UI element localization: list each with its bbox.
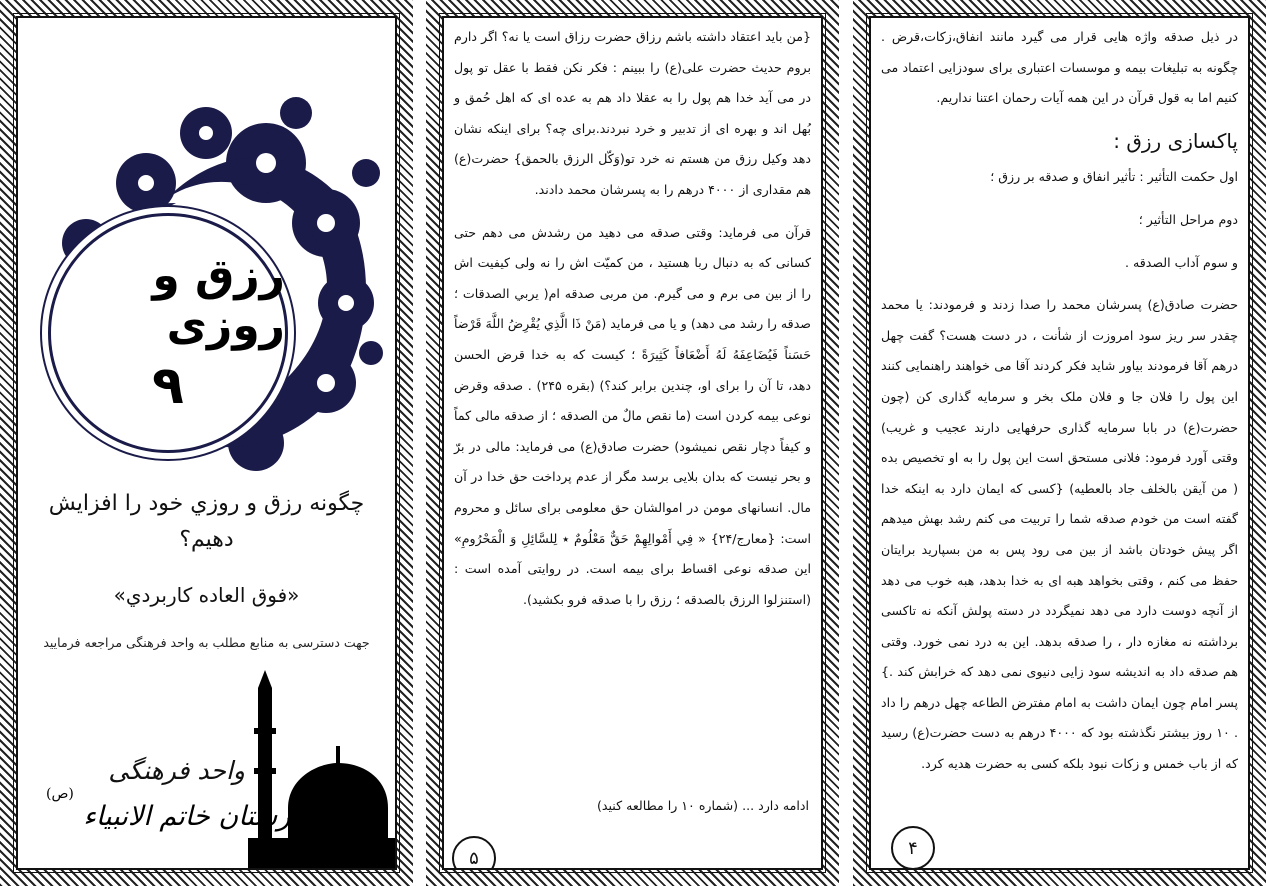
page-4-panel	[853, 0, 1266, 886]
sources-note: جهت دسترسی به منابع مطلب به واحد فرهنگی مراجعه فرمایید	[43, 635, 370, 650]
paragraph: قرآن می فرماید: وقتی صدقه می دهید من رشدش می دهم حتی کسانی که به دنبال ربا هستید ، من کمیّت اش را نه ولی کیفیت اش را از بین می برم و می گیرم. من مربی صدقه ام( يربي الصدقات ؛ صدقه را رشد می دهد) و یا می فرماید (مَنْ ذَا الَّذِي يُقْرِضُ اللَّهَ قَرْضاً حَسَناً فَيُضَاعِفَهُ لَهُ أَضْعَافاً كَثِيرَةً ؛ کیست که به خدا قرض الحسن دهد، تا آن را برای او، چندین برابر کند؟) (بقره ۲۴۵) . صدقه وقرض نوعی بیمه کردن است (ما نقص مالٌ من الصدقه ؛ از صدقه مالی کماً و کیفاً دچار نقص نمیشود) حضرت صادق(ع) می فرماید: مالی در برّ و بحر نیست که بدان بلایی برسد مگر از عدم پرداخت حق خدا در آن مال. انسانهای مومن در اموالشان حق معلومی برای سائل و محروم است: {معارج/۲۴} « فِي أَمْوالِهِمْ حَقٌّ مَعْلُومٌ ٭ لِلسَّائِلِ وَ الْمَحْرُومِ» این صدقه نوعی اقساط برای بیمه است. در روایتی آمده است : (استنزلوا الرزق بالصدقه ؛ رزق را با صدقه فرو بکشید).	[454, 224, 812, 607]
department-label: واحد فرهنگی	[108, 756, 245, 785]
list-item: اول حكمت التأثير : تأثیر انفاق و صدقه بر رزق ؛	[990, 169, 1238, 185]
page-5-text	[454, 22, 811, 627]
gutter-left	[413, 0, 426, 886]
paragraph: {من باید اعتقاد داشته باشم رزاق حضرت رزاق است یا نه؟ اگر دارم بروم حدیث حضرت علی(ع) را ببینم : فکر نکن فقط با عقل تو پول در می آید خدا هم پول را به عقلا داد هم به عده ای که اهل حُمق و بُهل اند و بهره ای از تدبیر و خرد نبردند.برای چه؟ برای اینکه نشان دهد وکیل رزق من هستم نه خرد تو(وَكّل الرزق بالحمق} حضرت(ع) هم مقداری از ۴۰۰۰ درهم را به پسرشان محمد دادند.	[454, 29, 811, 197]
cover-tagline: «فوق العاده كاربردي»	[113, 583, 300, 607]
page-5-panel	[426, 0, 839, 886]
page-number: ۵	[452, 836, 496, 870]
gutter-right	[839, 0, 853, 886]
continue-note: ادامه دارد ... (شماره ۱۰ را مطالعه کنید)	[596, 798, 809, 813]
hospital-label: بیمارستان خاتم الانبیاء	[83, 801, 330, 832]
list-item: و سوم آداب الصدقه .	[1124, 254, 1238, 270]
page-4-content	[869, 16, 1250, 870]
section-heading: پاکسازی رزق :	[1113, 128, 1238, 153]
pbuh-mark: (ص)	[46, 786, 74, 802]
paragraph: در ذیل صدقه واژه هایی قرار می گیرد مانند انفاق،زکات،قرض . چگونه به تبلیغات بیمه و موسسات اعتباری برای سودزایی اعتماد می کنیم اما به قول قرآن در این همه آیات رحمان اعتنا نداریم.	[881, 29, 1238, 106]
title-medallion	[48, 213, 288, 453]
page-4-text	[881, 22, 1238, 792]
page-number: ۴	[891, 826, 935, 870]
cover-panel	[0, 0, 413, 886]
cover-title: رزق و روزی	[152, 249, 285, 352]
page-5-content	[442, 16, 823, 870]
issue-number: ۹	[152, 356, 184, 416]
list-item: دوم مراحل التأثير ؛	[1138, 211, 1238, 227]
paragraph: حضرت صادق(ع) پسرشان محمد را صدا زدند و فرمودند: یا محمد چقدر سر ریز سود امروزت از شأنت ، در دست هست؟ گفت چهل درهم آقا فرمودند بیاور شاید فکر کردند آقا می خواهند راهنمایی کنند این پول را فلان جا و فلان ملک بخر و سرمایه گذاری کن (چون حضرت(ع) در بابا سرمایه گذاری حرفهایی دارند عجیب و غریب) وقتی آورد فرمود: فلانی مستحق است این پول را به او تخصیص بده ( من آيقن بالخلف جاد بالعطيه) {کسی که ایمان دارد به اینکه خدا گفته است من خودم صدقه شما را تربیت می کنم رشد بهش میدهم اگر پیش خودتان باشد از بین می رود پس به من بسپارید برایتان حفظ می کنم ، وقتی بخواهد هبه ای به خدا بدهد، هبه خوب می دهد از آنچه دوست دارد می دهد نمیگردد در دسته پولش آنکه نه تاکسی برداشته نه مغازه دار ، را صدقه بدهد. این به درد نمی خورد. وقتی هم صدقه داد به اندیشه سود زایی دنیوی نمی دهد که خرابش کند .} پسر امام چون ایمان داشت به امام مفترض الطاعه چهل درهم را داد . ۱۰ روز بیشتر نگذشته بود که ۴۰۰۰ درهم به دست حضرت(ع) رسید که از باب خمس و زکات نبود بلکه کسی به حضرت هدیه کرد.	[881, 297, 1238, 772]
cover-content	[16, 16, 397, 870]
cover-subtitle: چگونه رزق و روزي خود را افزايش دهيم؟	[48, 491, 365, 552]
